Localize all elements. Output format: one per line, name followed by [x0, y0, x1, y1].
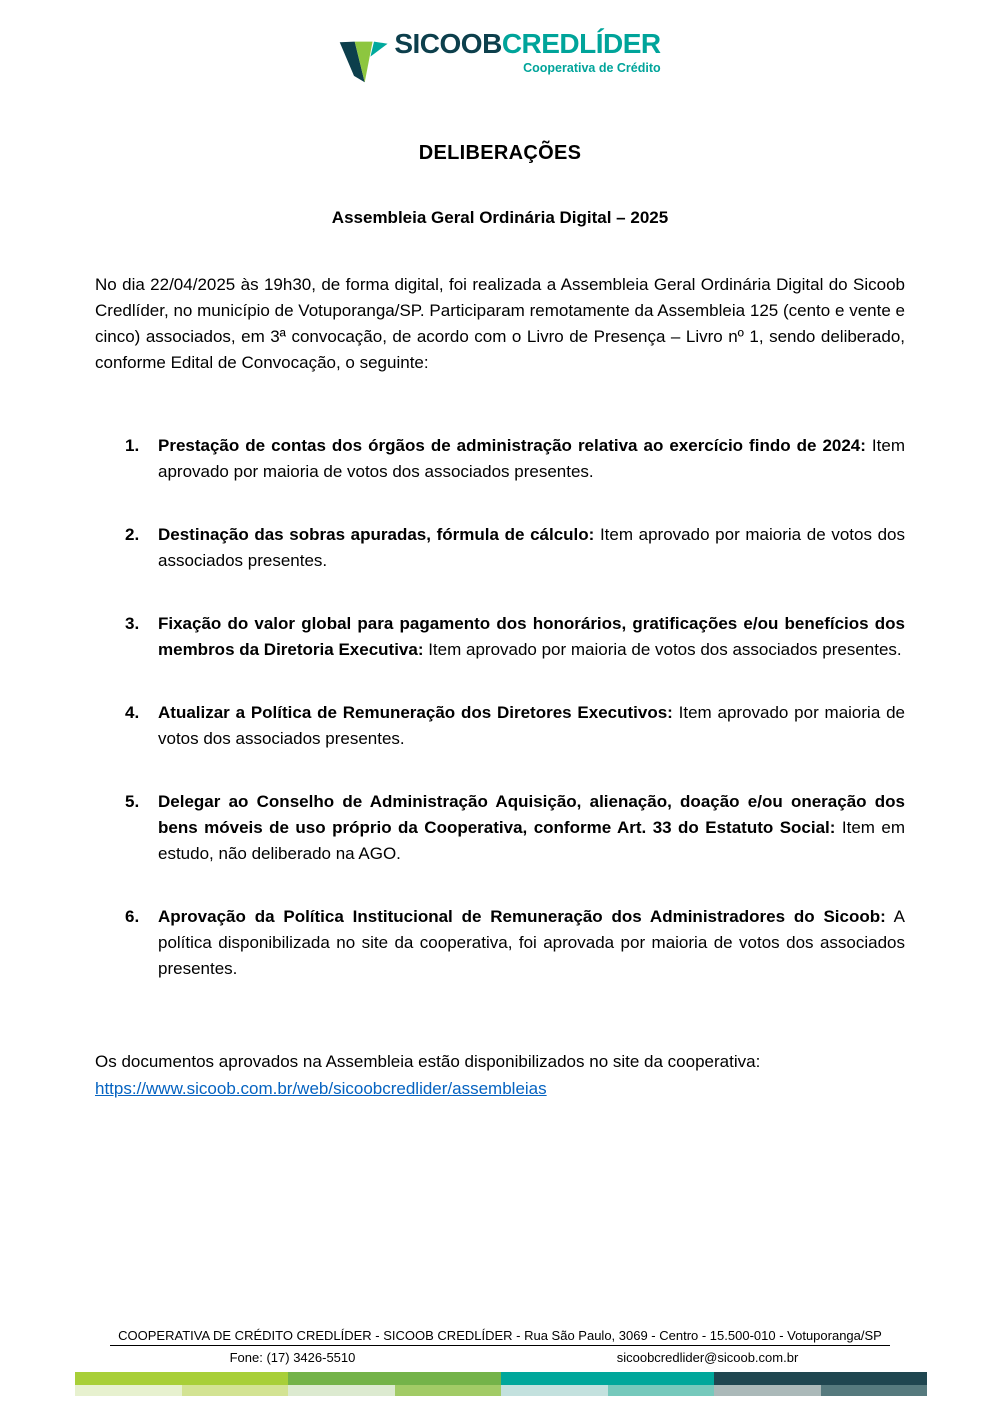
list-item	[125, 789, 905, 867]
list-item	[125, 522, 905, 574]
page-title: DELIBERAÇÕES	[418, 142, 582, 164]
item-number: 4.	[125, 703, 140, 722]
sicoob-logo-icon	[339, 36, 389, 90]
bar-segment	[75, 1372, 288, 1385]
logo-wordmark	[394, 30, 660, 58]
bar-segment	[501, 1385, 608, 1396]
bar-segment	[75, 1385, 182, 1396]
item-number: 1.	[125, 436, 140, 455]
item-text: Fixação do valor global para pagamento dos honorários, gratificações e/ou benefícios dos membros da Diretoria Executiva: Item aprovado por maioria de votos dos associados presentes.	[158, 614, 905, 659]
footer-email: sicoobcredlider@sicoob.com.br	[616, 1350, 799, 1365]
bar-segment	[714, 1385, 821, 1396]
color-bar-bottom-row	[75, 1385, 927, 1396]
brand-color-bar	[75, 1372, 927, 1396]
footer-phone: Fone: (17) 3426-5510	[229, 1350, 356, 1365]
item-text: Destinação das sobras apuradas, fórmula de cálculo: Item aprovado por maioria de votos dos associados presentes.	[158, 525, 905, 570]
list-item	[125, 611, 905, 663]
deliberation-list	[125, 433, 905, 1019]
logo-credlider: CREDLÍDER	[501, 28, 661, 59]
intro-paragraph: No dia 22/04/2025 às 19h30, de forma digital, foi realizada a Assembleia Geral Ordinária Digital do Sicoob Credlíder, no município de Votuporanga/SP. Participaram remotamente da Assembleia 125 (cento e vente e cinco) associados, em 3ª convocação, de acordo com o Livro de Presença – Livro nº 1, sendo deliberado, conforme Edital de Convocação, o seguinte:	[95, 275, 905, 372]
item-text: Prestação de contas dos órgãos de administração relativa ao exercício findo de 2024: Item aprovado por maioria de votos dos associados presentes.	[158, 436, 905, 481]
closing-paragraph	[95, 1048, 905, 1102]
item-number: 5.	[125, 792, 140, 811]
page-subtitle: Assembleia Geral Ordinária Digital – 2025	[331, 208, 669, 227]
bar-segment	[608, 1385, 715, 1396]
bar-segment	[182, 1385, 289, 1396]
footer-contact-line	[85, 1350, 915, 1365]
logo	[0, 30, 1000, 90]
bar-segment	[288, 1372, 501, 1385]
item-text: Atualizar a Política de Remuneração dos Diretores Executivos: Item aprovado por maioria de votos dos associados presentes.	[158, 703, 905, 748]
footer-address-line: COOPERATIVA DE CRÉDITO CREDLÍDER - SICOOB CREDLÍDER - Rua São Paulo, 3069 - Centro - 15.500-010 - Votuporanga/SP	[0, 1328, 1000, 1346]
bar-segment	[501, 1372, 714, 1385]
item-number: 3.	[125, 614, 140, 633]
item-number: 2.	[125, 525, 140, 544]
logo-sicoob: SICOOB	[394, 28, 502, 59]
bar-segment	[395, 1385, 502, 1396]
item-text: Delegar ao Conselho de Administração Aquisição, alienação, doação e/ou oneração dos bens móveis de uso próprio da Cooperativa, conforme Art. 33 do Estatuto Social: Item em estudo, não deliberado na AGO.	[158, 792, 905, 863]
assembleias-link[interactable]: https://www.sicoob.com.br/web/sicoobcredlider/assembleias	[95, 1079, 547, 1098]
bar-segment	[288, 1385, 395, 1396]
bar-segment	[714, 1372, 927, 1385]
logo-tagline: Cooperativa de Crédito	[523, 61, 661, 75]
closing-text: Os documentos aprovados na Assembleia estão disponibilizados no site da cooperativa:	[95, 1052, 761, 1071]
list-item	[125, 904, 905, 982]
list-item	[125, 700, 905, 752]
bar-segment	[821, 1385, 928, 1396]
list-item	[125, 433, 905, 485]
logo-text	[394, 30, 660, 75]
item-number: 6.	[125, 907, 140, 926]
color-bar-top-row	[75, 1372, 927, 1385]
item-text: Aprovação da Política Institucional de Remuneração dos Administradores do Sicoob: A política disponibilizada no site da cooperativa, foi aprovada por maioria de votos dos associados presentes.	[158, 907, 906, 978]
